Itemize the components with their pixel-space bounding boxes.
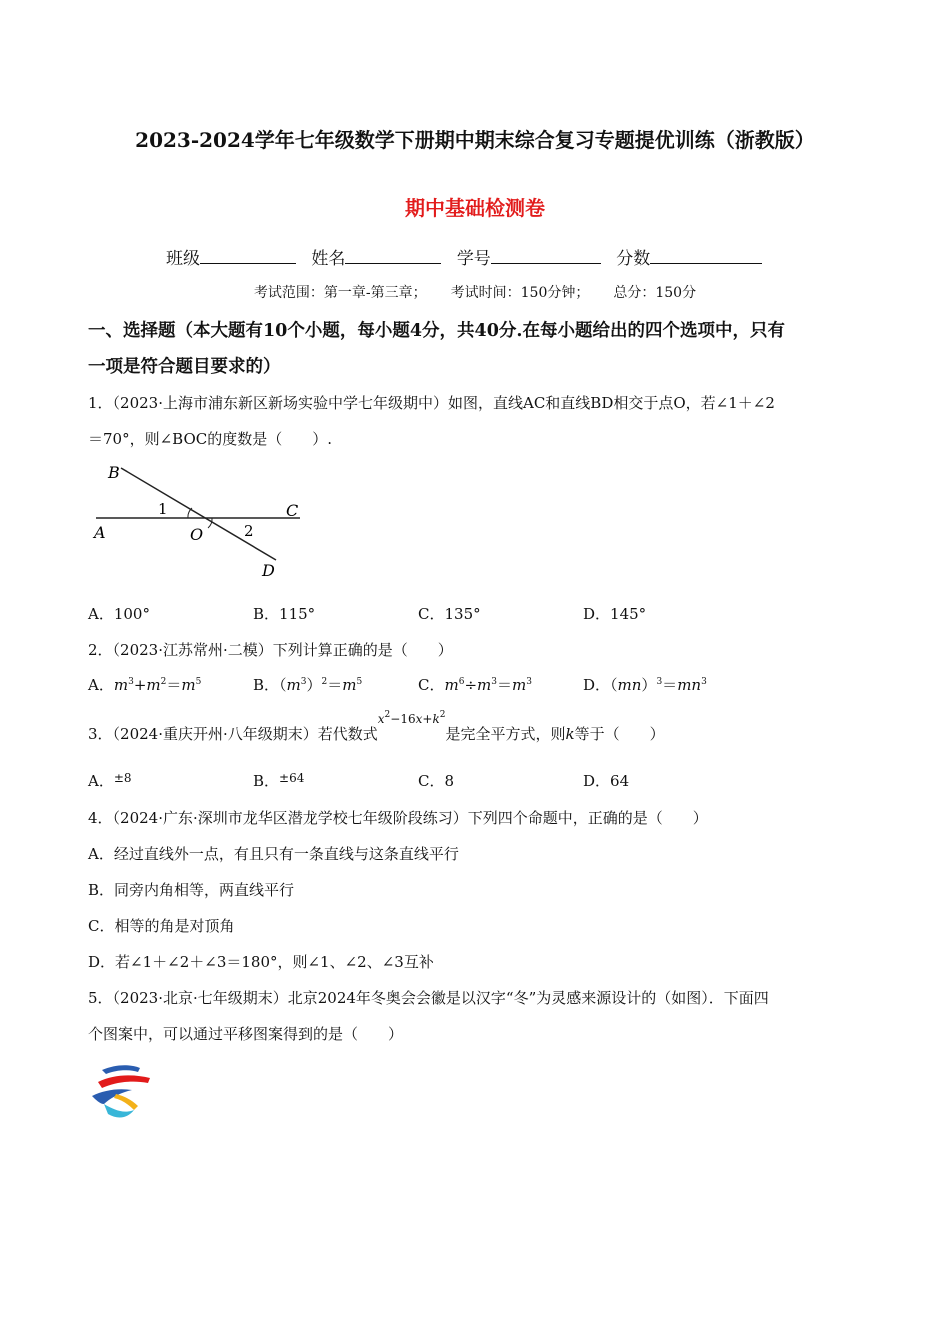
q2-option-a[interactable] [88, 674, 201, 695]
field-class [166, 249, 296, 269]
q2-b-letter: B．（ [253, 676, 287, 694]
q3-b-value: ±64 [279, 771, 305, 785]
q2-a-base2: m [146, 676, 161, 694]
q2-stem: 2．（2023·江苏常州·二模）下列计算正确的是（ ） [88, 641, 453, 659]
q3-expr-k-exp: 2 [439, 710, 446, 720]
q1-option-c[interactable]: C．135° [418, 605, 481, 623]
q4-option-c[interactable]: C．相等的角是对顶角 [88, 917, 235, 935]
q2-c-div: ÷ [464, 676, 478, 694]
q3-expr-k: k [432, 712, 440, 726]
q4-stem: 4．（2024·广东·深圳市龙华区潜龙学校七年级阶段练习）下列四个命题中，正确的是（ ） [88, 809, 708, 827]
field-number-label: 学号 [456, 249, 491, 269]
field-score-label: 分数 [616, 249, 651, 269]
q2-d-base1: mn [617, 676, 642, 694]
q2-c-letter: C． [418, 676, 445, 694]
field-score [616, 249, 762, 269]
q2-d-close: ） [641, 676, 657, 694]
q1-stem-line1: 1．（2023·上海市浦东新区新场实验中学七年级期中）如图，直线AC和直线BD相交于点O，若∠1＋∠2 [88, 394, 775, 412]
q4-option-a[interactable]: A．经过直线外一点，有且只有一条直线与这条直线平行 [88, 845, 459, 863]
q2-a-exp2: 2 [160, 677, 167, 687]
q3-stem-post-b: 等于（ ） [574, 725, 665, 743]
q2-b-exp1: 3 [300, 677, 307, 687]
q3-c-letter: C． [418, 772, 445, 790]
label-c: C [286, 501, 299, 520]
exam-subtitle: 期中基础检测卷 [405, 196, 545, 220]
q3-stem [88, 710, 665, 744]
q1-option-a[interactable]: A．100° [88, 605, 150, 623]
q2-d-base2: mn [677, 676, 702, 694]
q2-d-letter: D．（ [583, 676, 618, 694]
field-name [311, 249, 441, 269]
q2-option-c[interactable] [418, 674, 532, 695]
q2-c-base1: m [444, 676, 459, 694]
q2-b-base1: m [286, 676, 301, 694]
exam-time: 考试时间：150分钟； [450, 285, 590, 301]
label-d: D [262, 561, 275, 580]
q2-option-b[interactable] [253, 674, 362, 695]
page-title: 2023-2024学年七年级数学下册期中期末综合复习专题提优训练（浙教版） [135, 128, 815, 152]
q3-a-value: ±8 [113, 771, 132, 785]
q3-stem-post-a: 是完全平方式，则 [445, 725, 566, 743]
q2-c-exp2: 3 [491, 677, 497, 687]
q3-b-letter: B． [253, 772, 280, 790]
exam-info [0, 282, 950, 302]
q5-stem-line2: 个图案中，可以通过平移图案得到的是（ ） [88, 1025, 404, 1043]
q3-option-c[interactable] [418, 770, 454, 791]
q2-a-base3: m [181, 676, 196, 694]
label-angle-2: 2 [244, 522, 254, 540]
q2-a-letter: A． [88, 676, 114, 694]
field-number [457, 249, 601, 269]
q5-stem-line1: 5．（2023·北京·七年级期末）北京2024年冬奥会会徽是以汉字“冬”为灵感来源设计的（如图）．下面四 [88, 989, 769, 1007]
emblem-stroke-red [98, 1075, 150, 1088]
label-a: A [94, 523, 106, 542]
q3-expr-x-exp: 2 [384, 710, 391, 720]
q2-a-exp3: 5 [195, 677, 202, 687]
field-name-blank[interactable] [345, 247, 441, 264]
section1-heading-line1: 一、选择题（本大题有10个小题，每小题4分，共40分.在每小题给出的四个选项中，只有 [88, 321, 785, 341]
q2-a-base1: m [113, 676, 129, 694]
field-name-label: 姓名 [311, 249, 346, 269]
q2-a-eq: ＝ [166, 676, 182, 694]
q2-c-exp3: 3 [526, 677, 532, 687]
q3-d-letter: D． [583, 772, 611, 790]
q2-c-base3: m [512, 676, 527, 694]
label-angle-1: 1 [158, 500, 168, 518]
label-b: B [108, 463, 120, 482]
q3-option-b[interactable] [253, 770, 304, 791]
q2-b-exp2: 2 [321, 677, 328, 687]
q4-option-d[interactable]: D．若∠1＋∠2＋∠3＝180°，则∠1、∠2、∠3互补 [88, 953, 434, 971]
q3-option-a[interactable] [88, 770, 132, 791]
q2-a-exp1: 3 [128, 677, 134, 687]
q4-option-b[interactable]: B．同旁内角相等，两直线平行 [88, 881, 295, 899]
q1-stem-line2: ＝70°，则∠BOC的度数是（ ）. [88, 430, 333, 448]
field-number-blank[interactable] [491, 247, 601, 264]
q2-c-eq: ＝ [497, 676, 513, 694]
label-o: O [190, 525, 204, 544]
q3-expr-plus: + [422, 712, 433, 726]
q2-d-eq: ＝ [662, 676, 678, 694]
field-score-blank[interactable] [650, 247, 762, 264]
q1-option-d[interactable]: D．145° [583, 605, 647, 623]
exam-range: 考试范围：第一章-第三章； [253, 285, 427, 301]
field-class-blank[interactable] [200, 247, 296, 264]
q2-c-exp1: 6 [458, 677, 465, 687]
q3-d-value: 64 [610, 772, 630, 790]
q3-c-value: 8 [444, 772, 455, 790]
q3-expression [378, 712, 446, 726]
q2-option-d[interactable] [583, 674, 707, 695]
q2-b-exp3: 5 [356, 677, 363, 687]
q3-stem-pre: 3．（2024·重庆开州·八年级期末）若代数式 [88, 725, 378, 743]
q2-d-exp1: 3 [656, 677, 663, 687]
exam-total: 总分：150分 [613, 285, 697, 301]
q3-option-d[interactable] [583, 770, 629, 791]
q3-a-letter: A． [88, 772, 114, 790]
emblem-stroke-blue [102, 1065, 140, 1074]
q1-option-b[interactable]: B．115° [253, 605, 316, 623]
emblem-stroke-cyan [104, 1104, 134, 1117]
q2-b-eq: ＝ [327, 676, 343, 694]
winter-olympics-emblem [88, 1060, 158, 1126]
q1-figure [88, 460, 308, 585]
student-info-fields [166, 244, 772, 269]
line-bd [121, 468, 276, 560]
field-class-label: 班级 [166, 249, 200, 269]
q3-expr-x2: x [415, 712, 423, 726]
q2-b-close: ） [306, 676, 322, 694]
q3-stem-k: k [565, 725, 575, 743]
q2-c-base2: m [477, 676, 492, 694]
emblem-stroke-yellow [114, 1094, 138, 1110]
q2-d-exp2: 3 [701, 677, 707, 687]
q2-b-base2: m [342, 676, 357, 694]
q3-expr-mid: −16 [390, 712, 416, 726]
q3-expr-x: x [377, 712, 385, 726]
section1-heading-line2: 一项是符合题目要求的） [88, 357, 281, 377]
q2-a-plus: + [133, 676, 147, 694]
